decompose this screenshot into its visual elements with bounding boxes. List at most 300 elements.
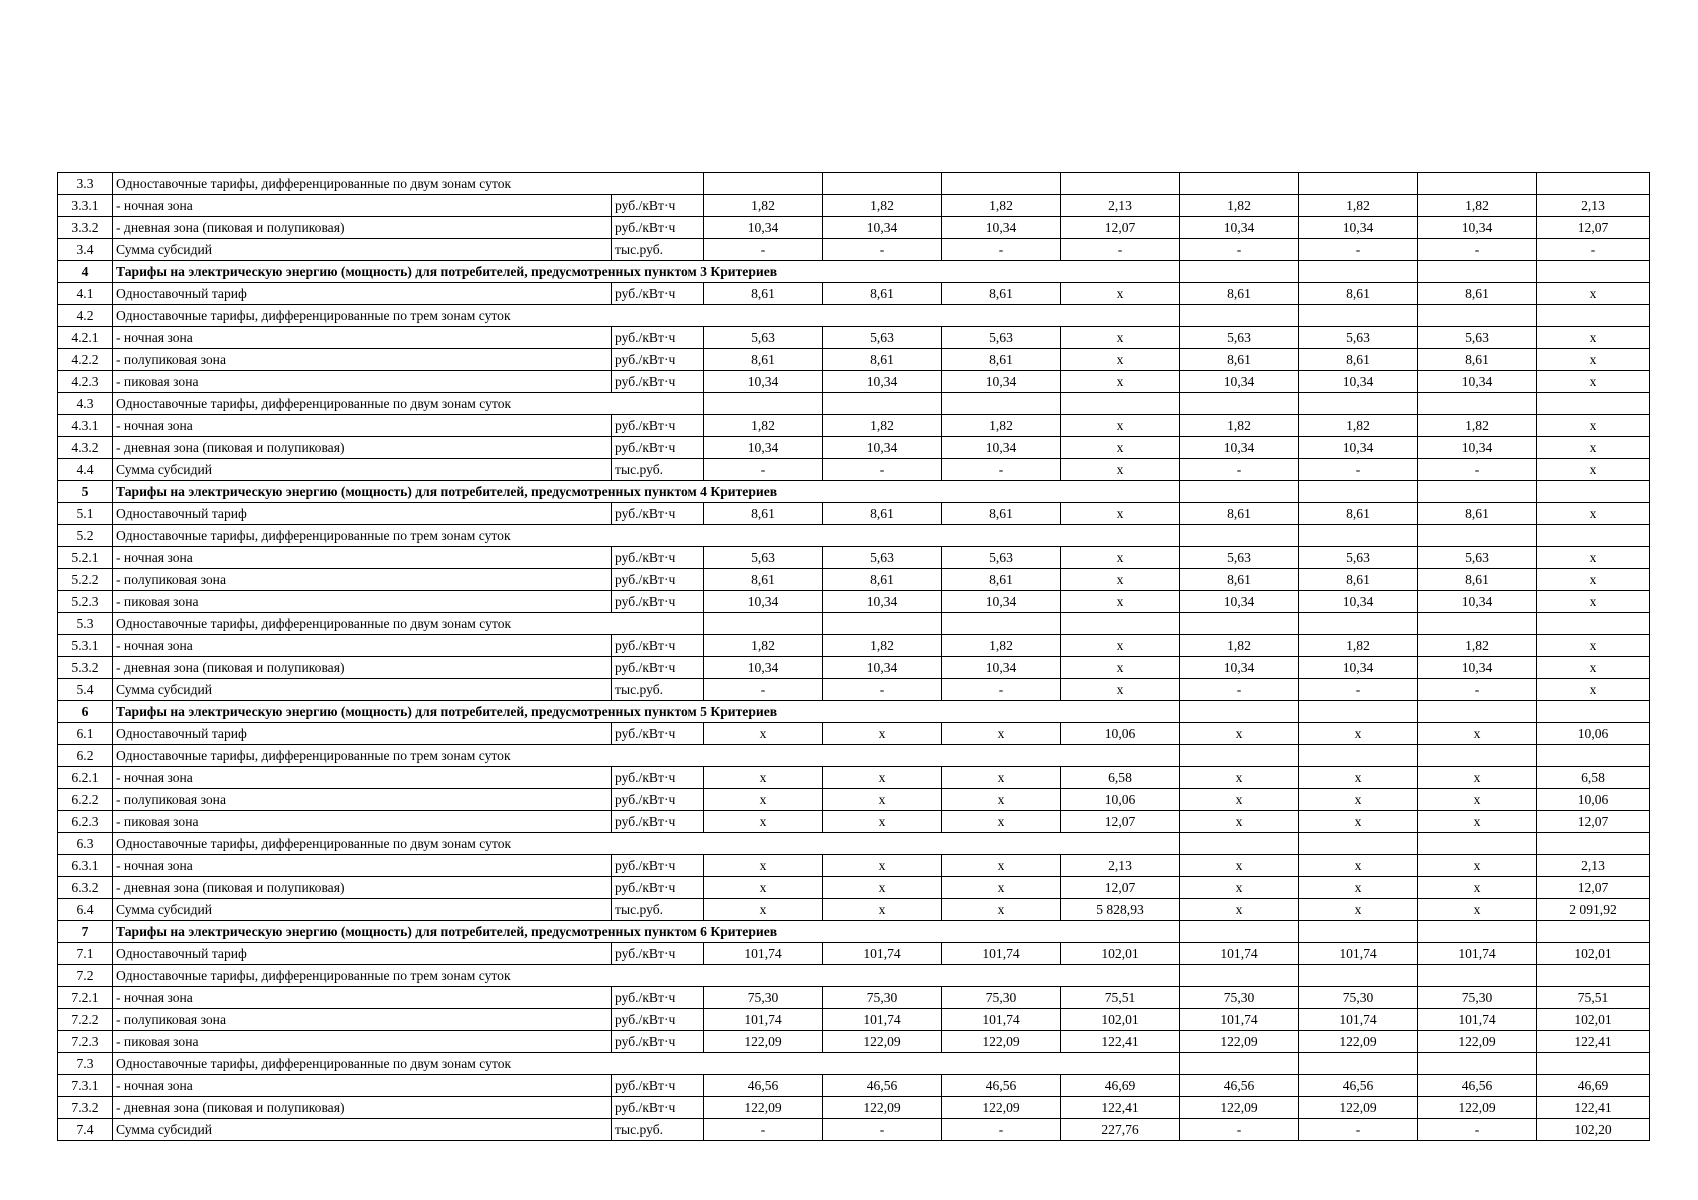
table-row [58,1009,1650,1031]
value-cell: 8,61 [823,283,942,305]
table-row [58,547,1650,569]
value-cell: 8,61 [942,283,1061,305]
value-cell: 5,63 [823,547,942,569]
value-cell: 122,41 [1061,1031,1180,1053]
value-cell: - [1180,1119,1299,1141]
value-cell: 101,74 [704,1009,823,1031]
unit-cell: тыс.руб. [612,239,704,261]
row-name-cell: Одноставочный тариф [113,723,612,745]
empty-cell [823,393,942,415]
subsection-title-cell: Одноставочные тарифы, дифференцированные по трем зонам суток [113,525,1180,547]
value-cell: 10,06 [1537,789,1650,811]
table-row [58,415,1650,437]
value-cell: 122,09 [1299,1097,1418,1119]
value-cell: 46,69 [1537,1075,1650,1097]
value-cell: 10,34 [942,217,1061,239]
value-cell: x [1061,547,1180,569]
value-cell: - [1418,1119,1537,1141]
empty-cell [1418,613,1537,635]
table-row [58,1075,1650,1097]
table-row [58,789,1650,811]
row-name-cell: - пиковая зона [113,371,612,393]
empty-cell [942,613,1061,635]
value-cell: - [942,459,1061,481]
row-name-cell: - полупиковая зона [113,349,612,371]
value-cell: x [1061,349,1180,371]
row-number-cell: 5.3.2 [58,657,113,679]
row-name-cell: - ночная зона [113,987,612,1009]
value-cell: x [1180,767,1299,789]
value-cell: - [704,1119,823,1141]
subsection-row [58,305,1650,327]
table-row [58,1031,1650,1053]
value-cell: - [1180,459,1299,481]
value-cell: 12,07 [1537,877,1650,899]
value-cell: 1,82 [1418,635,1537,657]
value-cell: 46,56 [823,1075,942,1097]
empty-cell [1299,921,1418,943]
value-cell: x [1537,283,1650,305]
value-cell: 8,61 [1299,283,1418,305]
empty-cell [1537,481,1650,503]
value-cell: 46,56 [1299,1075,1418,1097]
row-name-cell: Сумма субсидий [113,679,612,701]
value-cell: 1,82 [1180,635,1299,657]
table-row [58,569,1650,591]
empty-cell [1418,701,1537,723]
value-cell: x [704,811,823,833]
value-cell: 5,63 [704,327,823,349]
empty-cell [1299,481,1418,503]
value-cell: x [1299,899,1418,921]
empty-cell [1180,481,1299,503]
value-cell: x [1180,899,1299,921]
value-cell: 10,34 [942,591,1061,613]
value-cell: 5,63 [1180,547,1299,569]
empty-cell [1061,613,1180,635]
value-cell: x [1418,811,1537,833]
value-cell: 10,34 [704,437,823,459]
value-cell: - [823,239,942,261]
value-cell: 1,82 [942,635,1061,657]
value-cell: 75,30 [823,987,942,1009]
value-cell: x [942,789,1061,811]
value-cell: x [1537,591,1650,613]
table-row [58,591,1650,613]
value-cell: 1,82 [1299,635,1418,657]
value-cell: x [1061,657,1180,679]
empty-cell [1418,833,1537,855]
empty-cell [1180,173,1299,195]
value-cell: x [823,723,942,745]
row-name-cell: Сумма субсидий [113,239,612,261]
row-name-cell: - дневная зона (пиковая и полупиковая) [113,1097,612,1119]
empty-cell [942,173,1061,195]
value-cell: x [1299,877,1418,899]
value-cell: x [1061,679,1180,701]
value-cell: - [1418,459,1537,481]
row-number-cell: 4.2.2 [58,349,113,371]
row-name-cell: - полупиковая зона [113,789,612,811]
row-name-cell: - полупиковая зона [113,569,612,591]
row-number-cell: 6.2.2 [58,789,113,811]
value-cell: 10,34 [823,217,942,239]
value-cell: 10,34 [1418,217,1537,239]
row-number-cell: 7.2 [58,965,113,987]
row-number-cell: 7.3 [58,1053,113,1075]
value-cell: x [1299,811,1418,833]
empty-cell [823,173,942,195]
value-cell: 10,34 [823,437,942,459]
value-cell: 8,61 [704,283,823,305]
value-cell: 5,63 [1299,327,1418,349]
unit-cell: руб./кВт·ч [612,437,704,459]
value-cell: 46,69 [1061,1075,1180,1097]
empty-cell [1180,305,1299,327]
value-cell: x [942,811,1061,833]
value-cell: 10,34 [1299,437,1418,459]
value-cell: - [704,239,823,261]
value-cell: 10,34 [1180,437,1299,459]
row-name-cell: - дневная зона (пиковая и полупиковая) [113,657,612,679]
section-title-cell: Тарифы на электрическую энергию (мощность) для потребителей, предусмотренных пунктом 3 Критериев [113,261,1180,283]
value-cell: 1,82 [704,195,823,217]
value-cell: x [1061,327,1180,349]
value-cell: 101,74 [1299,943,1418,965]
table-row [58,217,1650,239]
row-number-cell: 6.3 [58,833,113,855]
empty-cell [1418,305,1537,327]
empty-cell [1180,261,1299,283]
row-number-cell: 7 [58,921,113,943]
row-number-cell: 7.1 [58,943,113,965]
value-cell: 10,06 [1061,789,1180,811]
empty-cell [1180,1053,1299,1075]
value-cell: 10,34 [942,657,1061,679]
empty-cell [1418,745,1537,767]
value-cell: 8,61 [1299,503,1418,525]
empty-cell [1299,261,1418,283]
section-title-cell: Тарифы на электрическую энергию (мощность) для потребителей, предусмотренных пунктом 6 Критериев [113,921,1180,943]
value-cell: - [1418,239,1537,261]
value-cell: - [704,459,823,481]
value-cell: 12,07 [1061,217,1180,239]
empty-cell [1180,833,1299,855]
value-cell: 8,61 [704,349,823,371]
subsection-row [58,1053,1650,1075]
value-cell: 10,06 [1061,723,1180,745]
empty-cell [1418,1053,1537,1075]
value-cell: 1,82 [1299,195,1418,217]
empty-cell [1299,701,1418,723]
empty-cell [1537,393,1650,415]
empty-cell [1537,701,1650,723]
row-name-cell: - дневная зона (пиковая и полупиковая) [113,877,612,899]
table-row [58,349,1650,371]
value-cell: x [1418,789,1537,811]
unit-cell: тыс.руб. [612,459,704,481]
table-row [58,899,1650,921]
row-number-cell: 3.3.1 [58,195,113,217]
empty-cell [1537,173,1650,195]
value-cell: 10,34 [704,591,823,613]
value-cell: 5 828,93 [1061,899,1180,921]
empty-cell [1418,393,1537,415]
unit-cell: руб./кВт·ч [612,987,704,1009]
unit-cell: руб./кВт·ч [612,569,704,591]
empty-cell [1180,525,1299,547]
row-number-cell: 5.3.1 [58,635,113,657]
value-cell: 122,09 [1180,1097,1299,1119]
table-row [58,503,1650,525]
unit-cell: руб./кВт·ч [612,591,704,613]
unit-cell: руб./кВт·ч [612,877,704,899]
row-number-cell: 5.2.1 [58,547,113,569]
value-cell: 8,61 [1418,349,1537,371]
value-cell: x [1537,679,1650,701]
value-cell: 122,09 [823,1031,942,1053]
row-name-cell: - ночная зона [113,195,612,217]
empty-cell [1061,393,1180,415]
value-cell: 101,74 [1180,943,1299,965]
value-cell: x [1537,371,1650,393]
value-cell: x [1061,591,1180,613]
row-number-cell: 4.1 [58,283,113,305]
value-cell: x [1061,415,1180,437]
row-number-cell: 3.4 [58,239,113,261]
unit-cell: тыс.руб. [612,899,704,921]
row-number-cell: 6.1 [58,723,113,745]
value-cell: 102,01 [1537,943,1650,965]
value-cell: x [823,789,942,811]
row-name-cell: Сумма субсидий [113,899,612,921]
subsection-title-cell: Одноставочные тарифы, дифференцированные по двум зонам суток [113,833,1180,855]
value-cell: x [1061,503,1180,525]
value-cell: 10,34 [823,591,942,613]
subsection-row [58,965,1650,987]
row-name-cell: Одноставочный тариф [113,283,612,305]
value-cell: 102,01 [1061,1009,1180,1031]
value-cell: 10,34 [1180,371,1299,393]
value-cell: 75,51 [1061,987,1180,1009]
value-cell: 8,61 [1418,283,1537,305]
value-cell: 75,30 [704,987,823,1009]
row-name-cell: - пиковая зона [113,811,612,833]
row-number-cell: 6.3.2 [58,877,113,899]
empty-cell [1537,305,1650,327]
section-row [58,921,1650,943]
unit-cell: руб./кВт·ч [612,327,704,349]
value-cell: 10,34 [704,371,823,393]
row-number-cell: 5.2 [58,525,113,547]
value-cell: x [1537,503,1650,525]
value-cell: 46,56 [704,1075,823,1097]
value-cell: 75,30 [1418,987,1537,1009]
unit-cell: руб./кВт·ч [612,723,704,745]
value-cell: x [704,877,823,899]
empty-cell [704,393,823,415]
value-cell: 5,63 [1299,547,1418,569]
table-row [58,767,1650,789]
subsection-title-cell: Одноставочные тарифы, дифференцированные по трем зонам суток [113,745,1180,767]
value-cell: x [1180,723,1299,745]
value-cell: - [1299,459,1418,481]
unit-cell: тыс.руб. [612,1119,704,1141]
value-cell: - [1180,239,1299,261]
value-cell: 10,34 [704,217,823,239]
empty-cell [1418,261,1537,283]
section-row [58,701,1650,723]
unit-cell: руб./кВт·ч [612,371,704,393]
value-cell: x [1180,855,1299,877]
value-cell: - [942,679,1061,701]
subsection-row [58,393,1650,415]
empty-cell [1299,833,1418,855]
value-cell: 8,61 [1180,349,1299,371]
empty-cell [1180,613,1299,635]
value-cell: 8,61 [704,569,823,591]
row-number-cell: 4 [58,261,113,283]
value-cell: x [1180,877,1299,899]
subsection-row [58,173,1650,195]
row-name-cell: - ночная зона [113,855,612,877]
value-cell: x [1299,767,1418,789]
row-name-cell: - ночная зона [113,635,612,657]
value-cell: 102,01 [1537,1009,1650,1031]
value-cell: x [823,877,942,899]
value-cell: x [704,723,823,745]
value-cell: - [823,1119,942,1141]
value-cell: 8,61 [942,569,1061,591]
subsection-title-cell: Одноставочные тарифы, дифференцированные по двум зонам суток [113,393,704,415]
empty-cell [1299,613,1418,635]
unit-cell: руб./кВт·ч [612,767,704,789]
row-number-cell: 7.2.3 [58,1031,113,1053]
value-cell: - [823,679,942,701]
value-cell: 8,61 [1180,283,1299,305]
value-cell: x [704,899,823,921]
row-name-cell: Одноставочный тариф [113,503,612,525]
value-cell: 10,34 [823,657,942,679]
value-cell: x [1418,855,1537,877]
row-number-cell: 4.3 [58,393,113,415]
value-cell: 122,41 [1061,1097,1180,1119]
value-cell: 102,01 [1061,943,1180,965]
row-number-cell: 4.2 [58,305,113,327]
subsection-title-cell: Одноставочные тарифы, дифференцированные по двум зонам суток [113,1053,1180,1075]
value-cell: 12,07 [1537,811,1650,833]
table-row [58,635,1650,657]
empty-cell [1418,965,1537,987]
value-cell: 46,56 [1418,1075,1537,1097]
value-cell: 2,13 [1061,195,1180,217]
value-cell: 1,82 [1299,415,1418,437]
row-name-cell: Одноставочный тариф [113,943,612,965]
table-row [58,987,1650,1009]
empty-cell [1418,525,1537,547]
row-name-cell: - пиковая зона [113,591,612,613]
table-row [58,327,1650,349]
row-name-cell: - дневная зона (пиковая и полупиковая) [113,217,612,239]
value-cell: x [1537,635,1650,657]
empty-cell [1537,613,1650,635]
empty-cell [1299,745,1418,767]
row-number-cell: 5.2.3 [58,591,113,613]
unit-cell: руб./кВт·ч [612,1009,704,1031]
value-cell: 10,06 [1537,723,1650,745]
unit-cell: руб./кВт·ч [612,635,704,657]
value-cell: - [1537,239,1650,261]
value-cell: 2,13 [1537,855,1650,877]
empty-cell [1180,701,1299,723]
value-cell: 2,13 [1061,855,1180,877]
value-cell: 101,74 [1299,1009,1418,1031]
row-name-cell: - ночная зона [113,767,612,789]
row-number-cell: 5.2.2 [58,569,113,591]
value-cell: x [1061,371,1180,393]
row-number-cell: 4.4 [58,459,113,481]
value-cell: 8,61 [942,503,1061,525]
value-cell: 75,51 [1537,987,1650,1009]
value-cell: - [942,239,1061,261]
value-cell: 1,82 [823,415,942,437]
row-number-cell: 3.3 [58,173,113,195]
value-cell: 1,82 [823,195,942,217]
value-cell: x [942,877,1061,899]
empty-cell [1537,525,1650,547]
row-number-cell: 6.4 [58,899,113,921]
empty-cell [1418,921,1537,943]
value-cell: x [1061,283,1180,305]
empty-cell [1537,965,1650,987]
value-cell: x [1537,415,1650,437]
subsection-row [58,613,1650,635]
section-title-cell: Тарифы на электрическую энергию (мощность) для потребителей, предусмотренных пунктом 5 Критериев [113,701,1180,723]
unit-cell: руб./кВт·ч [612,657,704,679]
table-row [58,437,1650,459]
tariff-table [57,172,1650,1141]
table-row [58,943,1650,965]
value-cell: 10,34 [1180,591,1299,613]
value-cell: 8,61 [823,503,942,525]
value-cell: 101,74 [704,943,823,965]
row-number-cell: 7.3.2 [58,1097,113,1119]
value-cell: - [1061,239,1180,261]
value-cell: 2,13 [1537,195,1650,217]
value-cell: - [1299,679,1418,701]
table-row [58,657,1650,679]
value-cell: 10,34 [704,657,823,679]
value-cell: 1,82 [1180,415,1299,437]
value-cell: 5,63 [942,547,1061,569]
unit-cell: руб./кВт·ч [612,503,704,525]
value-cell: x [704,855,823,877]
row-number-cell: 5.4 [58,679,113,701]
value-cell: 10,34 [1418,371,1537,393]
row-number-cell: 4.3.2 [58,437,113,459]
row-name-cell: - полупиковая зона [113,1009,612,1031]
table-row [58,1097,1650,1119]
value-cell: x [1537,327,1650,349]
value-cell: 1,82 [704,415,823,437]
empty-cell [1061,173,1180,195]
value-cell: 101,74 [823,943,942,965]
section-row [58,481,1650,503]
table-row [58,679,1650,701]
value-cell: 1,82 [942,415,1061,437]
value-cell: - [1299,1119,1418,1141]
value-cell: 122,09 [704,1031,823,1053]
